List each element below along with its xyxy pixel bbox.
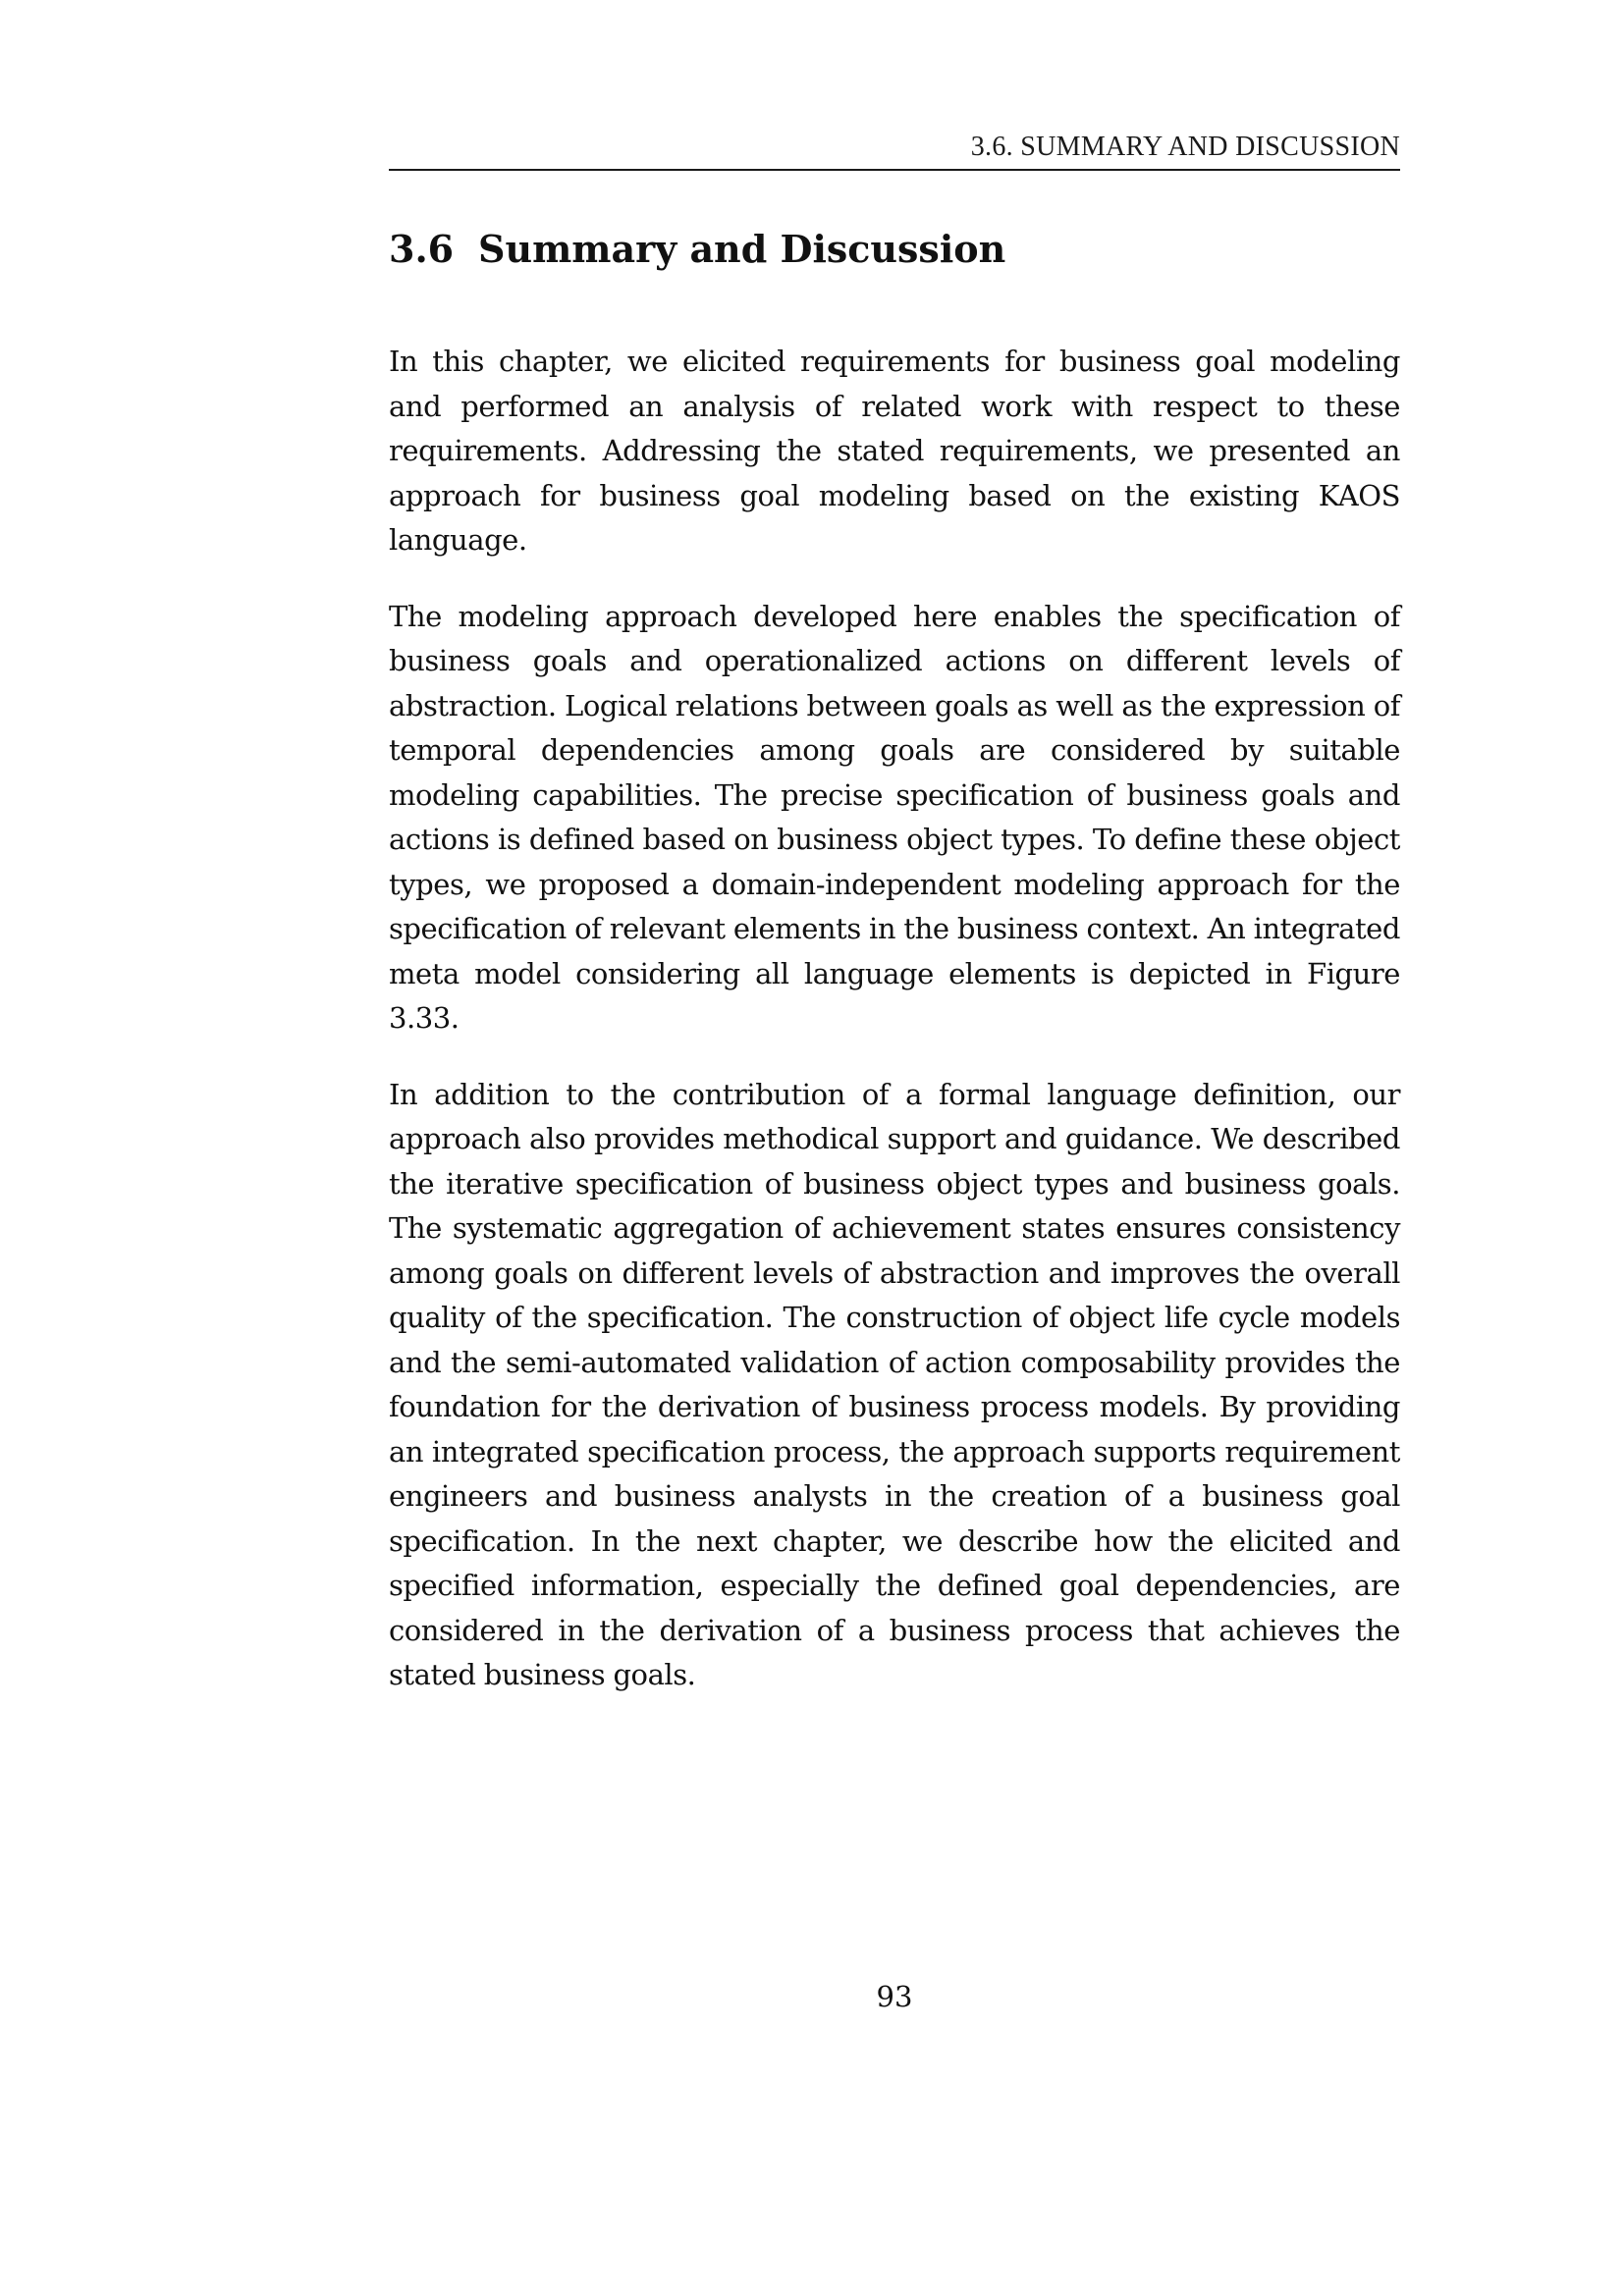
- running-header: [389, 128, 1400, 171]
- section-number: 3.6: [389, 227, 455, 271]
- running-header-text: 3.6. SUMMARY AND DISCUSSION: [970, 132, 1400, 162]
- paragraph-3: In addition to the contribution of a formal language definition, our approach also provides methodical support and guidance. We described the iterative specification of business object types and business goals. The systematic aggregation of achievement states ensures consistency among goals on different levels of abstraction and improves the overall quality of the specification. The construction of object life cycle models and the semi-automated validation of action composability provides the foundation for the derivation of business process models. By providing an integrated specification process, the approach supports requirement engineers and business analysts in the creation of a business goal specification. In the next chapter, we describe how the elicited and specified information, especially the defined goal dependencies, are considered in the derivation of a business process that achieves the stated business goals.: [389, 1077, 1400, 1691]
- paragraph-1: In this chapter, we elicited requirements for business goal modeling and performed an analysis of related work with respect to these requirements. Addressing the stated requirements, we presented an approach for business goal modeling based on the existing KAOS language.: [389, 345, 1400, 557]
- section-heading: [389, 224, 1400, 275]
- page-number: 93: [876, 1980, 913, 2013]
- body-text: [389, 340, 1400, 1730]
- section-title: Summary and Discussion: [478, 227, 1006, 271]
- paragraph-2: The modeling approach developed here enables the specification of business goals and operationalized actions on different levels of abstraction. Logical relations between goals as well as the expression of temporal dependencies among goals are considered by suitable modeling capabilities. The precise specification of business goals and actions is defined based on business object types. To define these object types, we proposed a domain-independent modeling approach for the specification of relevant elements in the business context. An integrated meta model considering all language elements is depicted in Figure 3.33.: [389, 599, 1400, 1035]
